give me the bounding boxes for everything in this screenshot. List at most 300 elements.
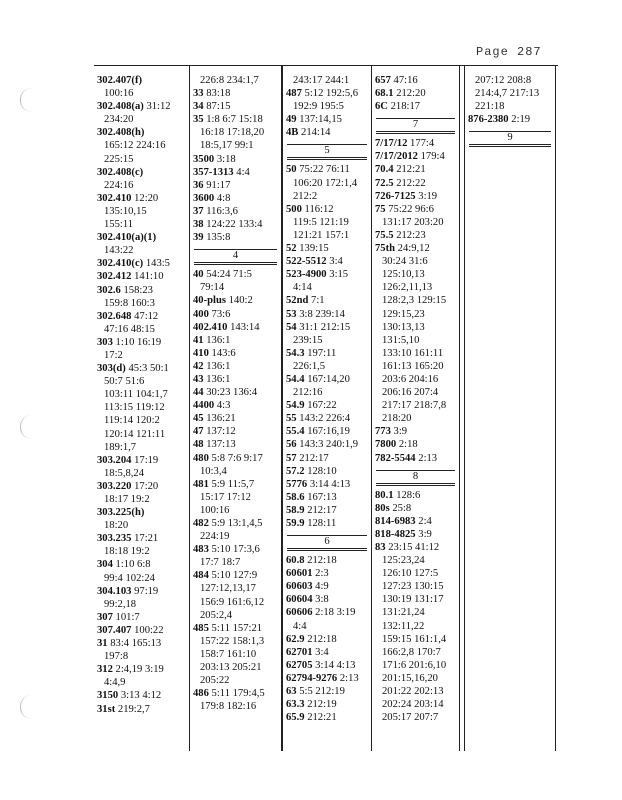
page-references: 4:4,9 bbox=[104, 677, 126, 689]
index-entry bbox=[283, 554, 371, 567]
index-entry bbox=[283, 685, 371, 698]
index-entry bbox=[283, 504, 371, 517]
index-entry-continuation bbox=[283, 216, 371, 229]
page-references: 133:10 161:11 bbox=[382, 347, 444, 359]
index-entry bbox=[190, 399, 281, 412]
index-term: 39 bbox=[193, 232, 204, 244]
index-term: 54.3 bbox=[286, 347, 305, 359]
index-term: 68.1 bbox=[375, 88, 394, 100]
index-term: 5776 bbox=[286, 478, 308, 490]
index-term: 3600 bbox=[193, 192, 215, 204]
index-entry-continuation bbox=[190, 648, 281, 661]
page-references: 131:17 203:20 bbox=[382, 216, 444, 228]
index-term: 482 bbox=[193, 518, 209, 529]
index-entry-continuation bbox=[372, 606, 459, 619]
page-references: 137:12 bbox=[206, 426, 236, 438]
index-entry-continuation bbox=[94, 545, 189, 558]
index-entry bbox=[372, 229, 459, 242]
index-term: 55 bbox=[286, 413, 297, 425]
index-entry-continuation bbox=[94, 428, 189, 441]
index-term: 38 bbox=[193, 219, 204, 231]
page-references: 143:22 bbox=[104, 245, 134, 257]
index-entry bbox=[283, 163, 371, 176]
index-entry bbox=[190, 517, 281, 530]
index-entry bbox=[283, 203, 371, 216]
index-entry-continuation bbox=[190, 126, 281, 139]
page-references: 17:21 bbox=[134, 533, 159, 545]
index-entry bbox=[372, 203, 459, 216]
page-references: 179:4 bbox=[420, 151, 445, 163]
page-references: 226:8 234:1,7 bbox=[200, 75, 259, 86]
index-entry bbox=[190, 478, 281, 491]
page-references: 3:9 bbox=[418, 528, 432, 540]
page-references: 167:14,20 bbox=[307, 373, 350, 385]
index-term: 7/17/12 bbox=[375, 138, 408, 150]
index-term: 303.225(h) bbox=[97, 507, 145, 519]
section-header: 7 bbox=[376, 118, 455, 134]
index-entry bbox=[190, 153, 281, 166]
index-term: 7800 bbox=[375, 439, 397, 451]
index-term: 302.407(f) bbox=[97, 75, 143, 86]
page-references: 218:17 bbox=[390, 101, 421, 113]
index-entry bbox=[372, 502, 459, 515]
index-entry-continuation bbox=[190, 281, 281, 294]
index-entry bbox=[283, 478, 371, 491]
index-entry-continuation bbox=[372, 360, 459, 373]
index-entry bbox=[283, 517, 371, 530]
index-entry bbox=[283, 491, 371, 504]
index-term: 484 bbox=[193, 570, 209, 582]
page-references: 166:2,8 170:7 bbox=[382, 646, 441, 658]
page-references: 225:15 bbox=[104, 153, 134, 165]
page-references: 5:9 13:1,4,5 bbox=[211, 518, 263, 529]
page-references: 1:10 16:19 bbox=[115, 336, 162, 348]
section-header: 4 bbox=[194, 249, 277, 265]
page-references: 167:22 bbox=[307, 400, 337, 412]
page-references: 5:10 127:9 bbox=[211, 570, 258, 582]
page-references: 47:16 48:15 bbox=[104, 323, 155, 335]
page-references: 203:6 204:16 bbox=[382, 373, 439, 385]
index-entry bbox=[372, 438, 459, 451]
index-entry bbox=[94, 558, 189, 571]
index-term: 522-5512 bbox=[286, 256, 327, 268]
page-references: 221:18 bbox=[475, 101, 505, 113]
index-entry bbox=[283, 373, 371, 386]
index-entry-continuation bbox=[372, 347, 459, 360]
index-term: 782-5544 bbox=[375, 452, 416, 464]
index-term: 485 bbox=[193, 622, 209, 634]
page-references: 126:10 127:5 bbox=[382, 568, 439, 580]
index-entry-continuation bbox=[372, 659, 459, 672]
page-references: 119:14 120:2 bbox=[104, 415, 160, 427]
index-entry bbox=[94, 257, 189, 270]
index-column-4 bbox=[372, 66, 460, 751]
page-references: 31:1 212:15 bbox=[299, 321, 351, 333]
page-references: 224:19 bbox=[200, 531, 230, 543]
index-entry bbox=[283, 698, 371, 711]
index-term: 486 bbox=[193, 688, 209, 700]
index-entry-continuation bbox=[190, 530, 281, 543]
index-entry-continuation bbox=[283, 190, 371, 203]
index-term: 818-4825 bbox=[375, 528, 416, 540]
page-references: 3:14 4:13 bbox=[309, 478, 351, 490]
index-term: 31 bbox=[97, 638, 108, 650]
index-entry bbox=[94, 663, 189, 676]
index-term: 63 bbox=[286, 686, 297, 698]
index-term: 58.9 bbox=[286, 504, 305, 516]
page-references: 197:11 bbox=[307, 347, 337, 359]
index-entry bbox=[190, 231, 281, 244]
page-references: 91:17 bbox=[206, 179, 231, 191]
page-references: 75:22 76:11 bbox=[299, 164, 350, 176]
index-term: 4400 bbox=[193, 400, 215, 412]
page-references: 192:9 195:5 bbox=[293, 101, 344, 113]
index-entry-continuation bbox=[372, 672, 459, 685]
page-references: 126:2,11,13 bbox=[382, 282, 433, 294]
index-entry bbox=[190, 100, 281, 113]
index-entry bbox=[190, 438, 281, 451]
index-term: 62705 bbox=[286, 659, 313, 671]
index-entry-continuation bbox=[190, 635, 281, 648]
index-entry bbox=[283, 126, 371, 139]
index-entry bbox=[190, 321, 281, 334]
page-references: 205:2,4 bbox=[200, 609, 233, 621]
index-entry bbox=[94, 310, 189, 323]
page-references: 143:3 240:1,9 bbox=[299, 439, 359, 451]
page-references: 177:4 bbox=[410, 138, 435, 150]
index-term: 56 bbox=[286, 439, 297, 451]
index-term: 302.408(a) bbox=[97, 101, 144, 113]
page-references: 17:7 18:7 bbox=[200, 557, 241, 569]
index-term: 55.4 bbox=[286, 426, 305, 438]
page-references: 156:9 161:6,12 bbox=[200, 596, 265, 608]
page-references: 97:19 bbox=[134, 585, 159, 597]
page-references: 54:24 71:5 bbox=[206, 269, 252, 281]
index-term: 302.412 bbox=[97, 271, 132, 283]
index-entry-continuation bbox=[94, 598, 189, 611]
page-references: 47:16 bbox=[393, 75, 418, 86]
index-entry-continuation bbox=[94, 139, 189, 152]
page-references: 243:17 244:1 bbox=[293, 75, 350, 86]
index-column-2 bbox=[190, 66, 282, 751]
page-references: 3:15 bbox=[329, 269, 349, 281]
page-references: 130:19 131:17 bbox=[382, 594, 444, 606]
index-entry-continuation bbox=[190, 661, 281, 674]
page-references: 3:14 4:13 bbox=[315, 659, 356, 671]
index-entry bbox=[94, 74, 189, 87]
page-references: 2:4,19 3:19 bbox=[115, 664, 164, 676]
index-entry bbox=[283, 567, 371, 580]
index-term: 3500 bbox=[193, 153, 215, 165]
index-entry bbox=[283, 321, 371, 334]
index-entry bbox=[283, 308, 371, 321]
index-term: 400 bbox=[193, 308, 209, 320]
index-entry-continuation bbox=[283, 229, 371, 242]
index-term: 80s bbox=[375, 502, 390, 514]
punch-hole-mark bbox=[20, 415, 43, 439]
index-entry-continuation bbox=[372, 554, 459, 567]
index-entry bbox=[283, 606, 371, 619]
page-references: 4:3 bbox=[216, 400, 231, 412]
page-references: 120:14 121:11 bbox=[104, 428, 166, 440]
section-header: 5 bbox=[287, 144, 367, 160]
index-term: 58.6 bbox=[286, 491, 305, 503]
page-references: 2:13 bbox=[339, 672, 359, 684]
index-entry-continuation bbox=[94, 467, 189, 480]
index-table bbox=[94, 65, 558, 761]
section-header: 9 bbox=[469, 131, 551, 147]
page-references: 212:18 bbox=[307, 633, 337, 645]
index-entry bbox=[94, 506, 189, 519]
index-entry-continuation bbox=[372, 711, 459, 724]
page-references: 201:22 202:13 bbox=[382, 686, 444, 698]
page-references: 218:20 bbox=[382, 413, 412, 425]
index-term: 70.4 bbox=[375, 164, 394, 176]
index-term: 60.8 bbox=[286, 555, 305, 567]
page-references: 197:8 bbox=[104, 651, 129, 663]
page-references: 234:20 bbox=[104, 114, 134, 126]
page-references: 214:4,7 217:13 bbox=[475, 88, 540, 100]
index-term: 302.408(c) bbox=[97, 166, 144, 178]
page-references: 128:6 bbox=[396, 489, 421, 501]
page-references: 212:21 bbox=[396, 164, 426, 176]
page-references: 141:10 bbox=[134, 271, 164, 283]
index-term: 50 bbox=[286, 164, 297, 176]
page-references: 87:15 bbox=[206, 101, 231, 113]
page-references: 131:21,24 bbox=[382, 607, 425, 619]
index-entry bbox=[94, 480, 189, 493]
index-term: 302.410(a)(1) bbox=[97, 232, 157, 244]
index-entry-continuation bbox=[372, 373, 459, 386]
index-term: 7/17/2012 bbox=[375, 151, 418, 163]
index-term: 54.4 bbox=[286, 373, 305, 385]
page-references: 161:13 165:20 bbox=[382, 360, 444, 372]
index-term: 303.220 bbox=[97, 480, 132, 492]
index-entry bbox=[190, 205, 281, 218]
index-entry-continuation bbox=[283, 334, 371, 347]
index-entry bbox=[94, 192, 189, 205]
index-entry-continuation bbox=[94, 493, 189, 506]
index-term: 47 bbox=[193, 426, 204, 438]
page-references: 18:5,17 99:1 bbox=[200, 140, 254, 152]
index-entry bbox=[94, 454, 189, 467]
page-references: 101:7 bbox=[115, 611, 140, 623]
page-references: 3:9 bbox=[393, 426, 408, 438]
index-term: 75 bbox=[375, 203, 386, 215]
index-term: 304.103 bbox=[97, 585, 132, 597]
index-term: 40 bbox=[193, 269, 204, 281]
index-entry-continuation bbox=[465, 74, 555, 87]
page-references: 17:19 bbox=[134, 454, 159, 466]
index-entry-continuation bbox=[94, 297, 189, 310]
index-term: 42 bbox=[193, 360, 204, 372]
index-entry-continuation bbox=[94, 113, 189, 126]
page-references: 131:5,10 bbox=[382, 334, 420, 346]
page-references: 83:4 165:13 bbox=[110, 638, 162, 650]
index-term: 72.5 bbox=[375, 177, 394, 189]
index-entry bbox=[283, 672, 371, 685]
page-references: 121:21 157:1 bbox=[293, 229, 350, 241]
index-entry-continuation bbox=[372, 580, 459, 593]
page-references: 4:8 bbox=[216, 192, 231, 204]
index-entry-continuation bbox=[283, 74, 371, 87]
index-entry bbox=[372, 87, 459, 100]
index-entry-continuation bbox=[372, 294, 459, 307]
page-references: 3:18 bbox=[216, 153, 236, 165]
index-entry-continuation bbox=[283, 100, 371, 113]
page-references: 24:9,12 bbox=[397, 243, 430, 255]
index-entry-continuation bbox=[283, 620, 371, 633]
index-term: 480 bbox=[193, 452, 209, 464]
page-references: 203:13 205:21 bbox=[200, 662, 262, 674]
index-entry-continuation bbox=[372, 268, 459, 281]
index-entry bbox=[190, 347, 281, 360]
page-references: 167:16,19 bbox=[307, 426, 350, 438]
page-references: 1:8 6:7 15:18 bbox=[206, 114, 263, 126]
page-references: 3:19 bbox=[418, 190, 438, 202]
index-entry bbox=[372, 150, 459, 163]
index-entry-continuation bbox=[94, 218, 189, 231]
page-references: 12:20 bbox=[134, 192, 159, 204]
index-term: 60604 bbox=[286, 594, 313, 606]
index-entry-continuation bbox=[372, 633, 459, 646]
index-entry-continuation bbox=[190, 700, 281, 713]
index-entry-continuation bbox=[94, 349, 189, 362]
page-references: 116:12 bbox=[304, 203, 334, 215]
page-references: 140:2 bbox=[228, 295, 253, 307]
page-references: 31:12 bbox=[146, 101, 171, 113]
index-entry bbox=[190, 218, 281, 231]
page-references: 205:22 bbox=[200, 675, 230, 687]
page-references: 45:3 50:1 bbox=[128, 363, 169, 375]
page-references: 4:14 bbox=[293, 282, 312, 294]
page-references: 3:4 bbox=[329, 256, 343, 268]
page-references: 137:14,15 bbox=[299, 114, 342, 126]
page-references: 136:1 bbox=[206, 334, 231, 346]
index-entry bbox=[283, 242, 371, 255]
index-entry-continuation bbox=[372, 685, 459, 698]
index-term: 302.410 bbox=[97, 192, 132, 204]
index-entry bbox=[372, 190, 459, 203]
page-references: 5:9 11:5,7 bbox=[211, 478, 255, 490]
index-term: 37 bbox=[193, 205, 204, 217]
page-references: 4:4 bbox=[236, 166, 250, 178]
index-entry-continuation bbox=[372, 334, 459, 347]
page-references: 75:22 96:6 bbox=[388, 203, 434, 215]
index-column-1 bbox=[94, 66, 190, 751]
index-entry bbox=[283, 465, 371, 478]
index-entry-continuation bbox=[283, 386, 371, 399]
index-entry bbox=[372, 452, 459, 465]
page-references: 119:5 121:19 bbox=[293, 216, 349, 228]
index-entry-continuation bbox=[190, 674, 281, 687]
index-term: 60603 bbox=[286, 581, 313, 593]
page-references: 30:23 136:4 bbox=[206, 387, 258, 399]
index-term: 500 bbox=[286, 203, 302, 215]
index-entry bbox=[372, 100, 459, 113]
index-term: 52 bbox=[286, 243, 297, 255]
index-entry bbox=[372, 137, 459, 150]
page-references: 143:6 bbox=[211, 347, 236, 359]
page-references: 159:15 161:1,4 bbox=[382, 633, 447, 645]
index-term: 62701 bbox=[286, 646, 313, 658]
index-entry bbox=[94, 532, 189, 545]
index-entry bbox=[283, 347, 371, 360]
index-entry bbox=[190, 425, 281, 438]
index-entry bbox=[190, 687, 281, 700]
page-references: 79:14 bbox=[200, 282, 225, 294]
index-entry-continuation bbox=[372, 308, 459, 321]
section-header: 6 bbox=[287, 535, 367, 551]
index-entry bbox=[190, 622, 281, 635]
page-references: 100:16 bbox=[200, 504, 230, 516]
page-references: 212:19 bbox=[307, 699, 337, 711]
page-references: 202:24 203:14 bbox=[382, 699, 444, 711]
index-entry-continuation bbox=[372, 386, 459, 399]
index-entry bbox=[94, 270, 189, 283]
page-references: 128:2,3 129:15 bbox=[382, 295, 447, 307]
index-term: 481 bbox=[193, 478, 209, 490]
page-references: 127:23 130:15 bbox=[382, 581, 444, 593]
page-references: 116:3,6 bbox=[206, 205, 238, 217]
index-term: 312 bbox=[97, 664, 113, 676]
index-term: 726-7125 bbox=[375, 190, 416, 202]
page-references: 136:21 bbox=[206, 413, 236, 425]
page-references: 135:10,15 bbox=[104, 205, 147, 217]
page-references: 100:16 bbox=[104, 88, 134, 100]
page-references: 212:2 bbox=[293, 190, 318, 202]
index-entry-continuation bbox=[94, 323, 189, 336]
index-entry bbox=[190, 334, 281, 347]
punch-hole-mark bbox=[20, 695, 43, 719]
page-references: 159:8 160:3 bbox=[104, 297, 155, 309]
page-references: 135:8 bbox=[206, 232, 231, 244]
index-term: 302.408(h) bbox=[97, 127, 145, 139]
index-term: 4B bbox=[286, 127, 299, 139]
index-entry-continuation bbox=[94, 676, 189, 689]
index-entry bbox=[283, 268, 371, 281]
index-entry bbox=[372, 163, 459, 176]
index-term: 54 bbox=[286, 321, 297, 333]
index-term: 53 bbox=[286, 308, 297, 320]
page-references: 139:15 bbox=[299, 243, 329, 255]
index-entry-continuation bbox=[94, 519, 189, 532]
index-term: 814-6983 bbox=[375, 515, 416, 527]
index-entry-continuation bbox=[372, 698, 459, 711]
index-term: 80.1 bbox=[375, 489, 394, 501]
page-references: 47:12 bbox=[134, 310, 159, 322]
page-references: 17:2 bbox=[104, 349, 123, 361]
index-entry-continuation bbox=[94, 375, 189, 388]
page-references: 1:10 6:8 bbox=[115, 559, 151, 571]
page-references: 5:5 212:19 bbox=[299, 686, 345, 698]
index-term: 487 bbox=[286, 88, 302, 100]
index-term: 302.648 bbox=[97, 310, 132, 322]
page-references: 127:12,13,17 bbox=[200, 583, 256, 595]
index-entry-continuation bbox=[372, 255, 459, 268]
page-references: 2:13 bbox=[418, 452, 438, 464]
page-references: 18:5,8,24 bbox=[104, 467, 145, 479]
page-references: 3:8 bbox=[315, 594, 329, 606]
index-column-3 bbox=[282, 66, 372, 751]
page-references: 125:23,24 bbox=[382, 555, 425, 567]
index-term: 303.204 bbox=[97, 454, 132, 466]
page-references: 30:24 31:6 bbox=[382, 256, 428, 268]
page-references: 212:17 bbox=[307, 504, 337, 516]
index-term: 34 bbox=[193, 101, 204, 113]
page-references: 157:22 158:1,3 bbox=[200, 635, 265, 647]
index-term: 31st bbox=[97, 703, 116, 715]
